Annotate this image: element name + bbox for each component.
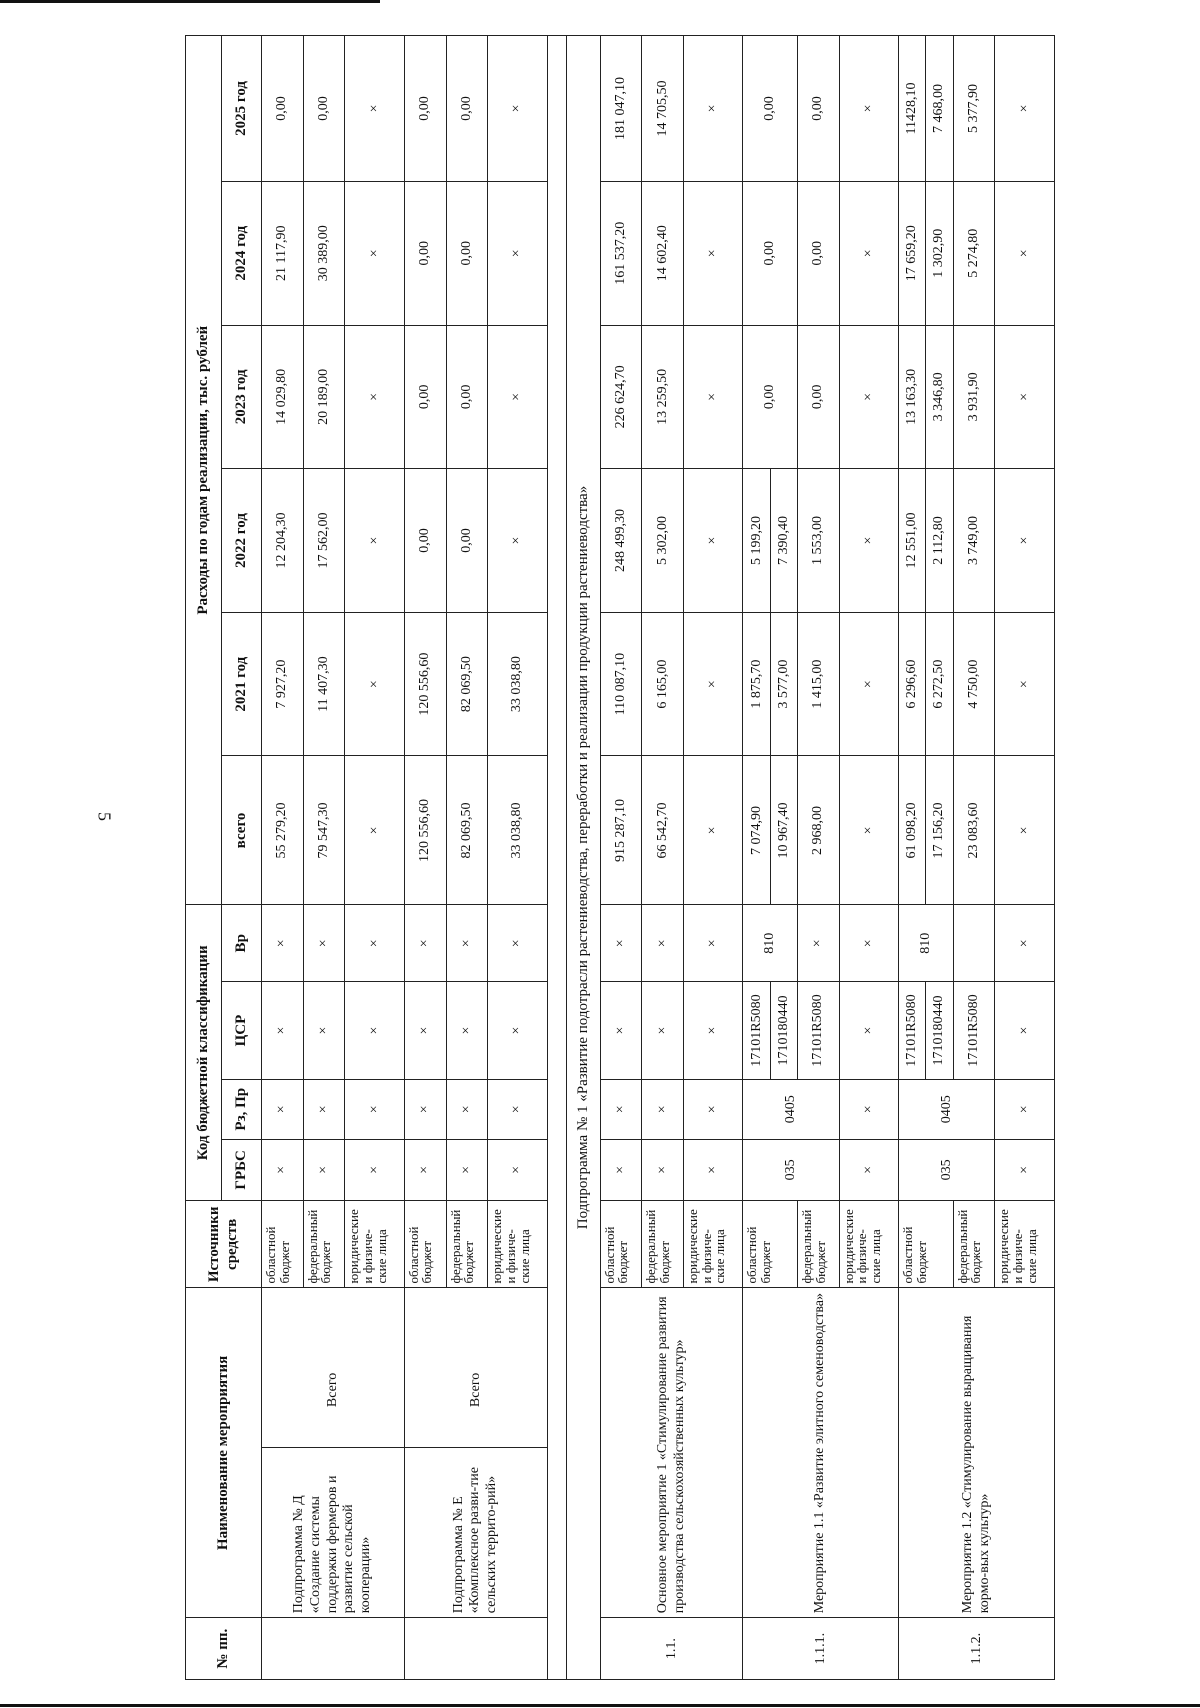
cell-value: 0,00: [446, 36, 488, 182]
cell-x: ×: [839, 982, 898, 1080]
cell-value: ×: [488, 325, 547, 469]
col-csr: ЦСР: [222, 982, 262, 1080]
cell-num: 1.1.1.: [743, 1618, 899, 1680]
cell-x: ×: [345, 36, 404, 182]
col-2022: 2022 год: [222, 469, 262, 613]
csr-code: 1710180440: [926, 982, 953, 1080]
cell-value: 30 389,00: [303, 181, 345, 325]
program-d-name: Подпрограмма № Д «Создание системы поддержки фермеров и развитие сельской кооперации»: [262, 1448, 405, 1618]
source-regional: областной бюджет: [600, 1201, 642, 1288]
rzpr-code: 0405: [899, 1079, 995, 1139]
cell-x: ×: [446, 982, 488, 1080]
cell-x: ×: [262, 1079, 304, 1139]
cell-value: 61 098,20: [899, 756, 926, 905]
cell-x: ×: [303, 1079, 345, 1139]
cell-value: 0,00: [404, 36, 446, 182]
cell-x: ×: [262, 905, 304, 982]
cell-x: ×: [303, 982, 345, 1080]
bottom-rule: [0, 1704, 1200, 1707]
cell-x: ×: [345, 612, 404, 756]
cell-x: ×: [345, 469, 404, 613]
cell-x: ×: [446, 1079, 488, 1139]
col-2023: 2023 год: [222, 325, 262, 469]
cell-value: 5 377,90: [953, 36, 995, 182]
cell-x: ×: [600, 982, 642, 1080]
cell-value: 6 165,00: [642, 612, 684, 756]
cell-x: ×: [345, 325, 404, 469]
cell-value: 11428,10: [899, 36, 926, 182]
cell-x: ×: [642, 1079, 684, 1139]
cell-x: ×: [600, 1079, 642, 1139]
cell-value: 181 047,10: [600, 36, 642, 182]
top-rule: [0, 0, 380, 3]
cell-value: 1 302,90: [926, 181, 953, 325]
cell-value: 14 705,50: [642, 36, 684, 182]
cell-value: 10 967,40: [770, 756, 797, 905]
cell-value: 1 875,70: [743, 612, 770, 756]
cell-value: 226 624,70: [600, 325, 642, 469]
grbs-code: 035: [899, 1139, 995, 1201]
cell-x: ×: [446, 1139, 488, 1201]
vsego-label: Всего: [404, 1288, 547, 1448]
cell-value: ×: [488, 36, 547, 182]
source-federal: федеральный бюджет: [798, 1201, 840, 1288]
cell-value: 3 749,00: [953, 469, 995, 613]
cell-value: 17 659,20: [899, 181, 926, 325]
cell-x: ×: [303, 905, 345, 982]
cell-x: ×: [995, 181, 1055, 325]
cell-value: 5 274,80: [953, 181, 995, 325]
cell-value: 0,00: [743, 181, 798, 325]
cell-x: ×: [839, 905, 898, 982]
cell-value: 66 542,70: [642, 756, 684, 905]
cell-x: ×: [600, 905, 642, 982]
cell-value: 248 499,30: [600, 469, 642, 613]
cell-x: ×: [488, 982, 547, 1080]
cell-value: 23 083,60: [953, 756, 995, 905]
cell-value: 17 562,00: [303, 469, 345, 613]
cell-value: 12 204,30: [262, 469, 304, 613]
cell-value: 14 602,40: [642, 181, 684, 325]
cell-x: ×: [404, 1079, 446, 1139]
cell-value: 2 968,00: [798, 756, 840, 905]
cell-value: 33 038,80: [488, 756, 547, 905]
cell-value: 0,00: [798, 325, 840, 469]
cell-x: ×: [642, 982, 684, 1080]
cell-x: ×: [262, 982, 304, 1080]
cell-x: ×: [684, 756, 743, 905]
cell-value: 3 577,00: [770, 612, 797, 756]
cell-x: ×: [839, 181, 898, 325]
col-2025: 2025 год: [222, 36, 262, 182]
cell-x: ×: [995, 469, 1055, 613]
csr-code: 17101R5080: [743, 982, 770, 1080]
cell-x: ×: [995, 1079, 1055, 1139]
source-federal: федеральный бюджет: [303, 1201, 345, 1288]
cell-value: 33 038,80: [488, 612, 547, 756]
cell-value: 82 069,50: [446, 612, 488, 756]
cell-x: ×: [839, 612, 898, 756]
col-vr: Вр: [222, 905, 262, 982]
spacer-row: [547, 36, 566, 1680]
cell-value: 3 931,90: [953, 325, 995, 469]
cell-value: ×: [488, 469, 547, 613]
cell-x: ×: [684, 982, 743, 1080]
cell-value: 1 415,00: [798, 612, 840, 756]
cell-x: ×: [404, 982, 446, 1080]
cell-x: ×: [839, 1079, 898, 1139]
cell-value: 6 296,60: [899, 612, 926, 756]
subprogram-1-title: Подпрограмма № 1 «Развитие подотрасли растениеводства, переработки и реализации продукции растениеводства»: [566, 36, 600, 1680]
cell-x: ×: [642, 905, 684, 982]
cell-value: 0,00: [404, 181, 446, 325]
cell-value: 0,00: [743, 325, 798, 469]
vr-code: 810: [743, 905, 798, 982]
cell-value: 12 551,00: [899, 469, 926, 613]
cell-x: ×: [995, 905, 1055, 982]
cell-value: 0,00: [446, 325, 488, 469]
cell-value: 0,00: [743, 36, 798, 182]
cell-x: ×: [995, 756, 1055, 905]
cell-value: 20 189,00: [303, 325, 345, 469]
cell-value: 7 927,20: [262, 612, 304, 756]
source-regional: областной бюджет: [743, 1201, 798, 1288]
cell-x: ×: [839, 469, 898, 613]
cell-value: 0,00: [303, 36, 345, 182]
cell-value: 0,00: [798, 181, 840, 325]
cell-x: ×: [839, 756, 898, 905]
page-number: 5: [94, 812, 115, 821]
cell-x: ×: [684, 1079, 743, 1139]
source-regional: областной бюджет: [404, 1201, 446, 1288]
cell-value: 11 407,30: [303, 612, 345, 756]
cell-value: 0,00: [404, 325, 446, 469]
table-header: [186, 36, 262, 1680]
cell-value: 1 553,00: [798, 469, 840, 613]
rotated-budget-table: [185, 35, 1055, 1680]
measure-1-1-1-name: Мероприятие 1.1 «Развитие элитного семеноводства»: [743, 1288, 899, 1618]
csr-code: 17101R5080: [899, 982, 926, 1080]
cell-value: 2 112,80: [926, 469, 953, 613]
col-code-group: Код бюджетной классификации: [186, 905, 222, 1201]
csr-code: 17101R5080: [798, 982, 840, 1080]
cell-num: 1.1.2.: [899, 1618, 1055, 1680]
source-legal-entities: юридические и физиче-ские лица: [345, 1201, 404, 1288]
vr-code: 810: [899, 905, 954, 982]
spacer-cell: [547, 36, 566, 1680]
cell-value: 7 468,00: [926, 36, 953, 182]
cell-x: ×: [345, 1139, 404, 1201]
program-e-name: Подпрограмма № Е «Комплексное разви-тие сельских террито-рий»: [404, 1448, 547, 1618]
cell-value: 82 069,50: [446, 756, 488, 905]
source-federal: федеральный бюджет: [642, 1201, 684, 1288]
cell-value: 5 199,20: [743, 469, 770, 613]
cell-value: 0,00: [404, 469, 446, 613]
table-row: [404, 36, 446, 1680]
cell-value: 13 163,30: [899, 325, 926, 469]
budget-table: [185, 35, 1055, 1680]
cell-x: ×: [995, 612, 1055, 756]
cell-x: ×: [404, 1139, 446, 1201]
cell-value: 6 272,50: [926, 612, 953, 756]
cell-x: ×: [684, 469, 743, 613]
cell-value: 5 302,00: [642, 469, 684, 613]
source-legal-entities: юридические и физиче-ские лица: [488, 1201, 547, 1288]
source-legal-entities: юридические и физиче-ские лица: [684, 1201, 743, 1288]
col-num: № пп.: [186, 1618, 262, 1680]
cell-value: ×: [488, 181, 547, 325]
col-rzpr: Рз, Пр: [222, 1079, 262, 1139]
col-total: всего: [222, 756, 262, 905]
cell-x: ×: [345, 181, 404, 325]
col-name: Наименование мероприятия: [186, 1288, 262, 1618]
cell-x: ×: [839, 325, 898, 469]
cell-x: ×: [839, 1139, 898, 1201]
csr-code: 1710180440: [770, 982, 797, 1080]
csr-code: 17101R5080: [953, 982, 995, 1080]
source-regional: областной бюджет: [899, 1201, 954, 1288]
cell-x: ×: [995, 982, 1055, 1080]
col-grbs: ГРБС: [222, 1139, 262, 1201]
subprogram-title-row: [566, 36, 600, 1680]
vsego-label: Всего: [262, 1288, 405, 1448]
cell-x: ×: [262, 1139, 304, 1201]
cell-num: 1.1.: [600, 1618, 743, 1680]
table-row: [743, 36, 770, 1680]
cell-x: ×: [684, 325, 743, 469]
source-federal: федеральный бюджет: [446, 1201, 488, 1288]
cell-x: ×: [839, 36, 898, 182]
cell-value: 7 074,90: [743, 756, 770, 905]
cell-x: ×: [684, 181, 743, 325]
cell-x: ×: [684, 612, 743, 756]
table-row: [262, 36, 304, 1680]
cell-value: 13 259,50: [642, 325, 684, 469]
cell-x: ×: [345, 756, 404, 905]
cell-value: 55 279,20: [262, 756, 304, 905]
cell-x: ×: [345, 905, 404, 982]
cell-value: 120 556,60: [404, 756, 446, 905]
cell-x: ×: [995, 325, 1055, 469]
cell-value: 21 117,90: [262, 181, 304, 325]
cell-x: ×: [303, 1139, 345, 1201]
cell-x: ×: [600, 1139, 642, 1201]
cell-x: ×: [798, 905, 840, 982]
cell-value: 3 346,80: [926, 325, 953, 469]
cell-value: 161 537,20: [600, 181, 642, 325]
cell-x: ×: [404, 905, 446, 982]
source-legal-entities: юридические и физиче-ские лица: [995, 1201, 1055, 1288]
cell-value: 4 750,00: [953, 612, 995, 756]
cell-value: 17 156,20: [926, 756, 953, 905]
table-row: [899, 36, 926, 1680]
cell-x: ×: [642, 1139, 684, 1201]
rzpr-code: 0405: [743, 1079, 839, 1139]
col-sources: Источники средств: [186, 1201, 262, 1288]
cell-x: ×: [995, 1139, 1055, 1201]
measure-1-1-name: Основное мероприятие 1 «Стимулирование развития производства сельскохозяйственных культур»: [600, 1288, 743, 1618]
cell-value: 0,00: [798, 36, 840, 182]
cell-value: 0,00: [446, 181, 488, 325]
cell-value: 7 390,40: [770, 469, 797, 613]
cell-x: ×: [345, 1079, 404, 1139]
cell-x: ×: [446, 905, 488, 982]
cell-x: ×: [684, 905, 743, 982]
source-regional: областной бюджет: [262, 1201, 304, 1288]
cell-x: ×: [684, 1139, 743, 1201]
grbs-code: 035: [743, 1139, 839, 1201]
cell-x: ×: [345, 982, 404, 1080]
cell-x: ×: [488, 1139, 547, 1201]
cell-x: ×: [488, 1079, 547, 1139]
cell-empty: [953, 905, 995, 982]
cell-value: 0,00: [446, 469, 488, 613]
cell-num: [404, 1618, 547, 1680]
source-legal-entities: юридические и физиче-ские лица: [839, 1201, 898, 1288]
table-row: [600, 36, 642, 1680]
col-2021: 2021 год: [222, 612, 262, 756]
cell-value: 79 547,30: [303, 756, 345, 905]
cell-value: 110 087,10: [600, 612, 642, 756]
cell-value: 915 287,10: [600, 756, 642, 905]
cell-num: [262, 1618, 405, 1680]
measure-1-1-2-name: Мероприятие 1.2 «Стимулирование выращивания кормо-вых культур»: [899, 1288, 1055, 1618]
cell-value: 14 029,80: [262, 325, 304, 469]
cell-x: ×: [995, 36, 1055, 182]
source-federal: федеральный бюджет: [953, 1201, 995, 1288]
col-2024: 2024 год: [222, 181, 262, 325]
cell-value: 0,00: [262, 36, 304, 182]
col-expense-group: Расходы по годам реализации, тыс. рублей: [186, 36, 222, 905]
cell-value: 120 556,60: [404, 612, 446, 756]
cell-x: ×: [488, 905, 547, 982]
cell-x: ×: [684, 36, 743, 182]
